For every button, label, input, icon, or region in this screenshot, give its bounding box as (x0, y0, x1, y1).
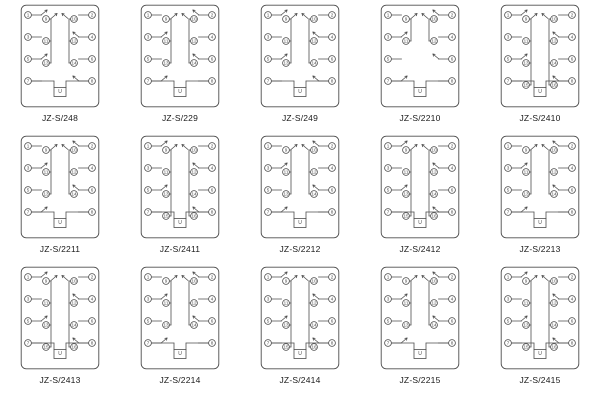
relay-wiring-diagram (260, 135, 340, 239)
svg-text:8: 8 (570, 78, 574, 84)
svg-text:4: 4 (330, 296, 334, 302)
svg-text:13: 13 (283, 191, 289, 197)
svg-text:5: 5 (386, 318, 390, 324)
svg-text:8: 8 (450, 340, 454, 346)
svg-text:3: 3 (146, 296, 150, 302)
diagram-cell (360, 135, 480, 266)
svg-text:U: U (418, 220, 422, 226)
svg-text:12: 12 (431, 300, 437, 306)
svg-text:10: 10 (71, 16, 77, 22)
svg-text:4: 4 (330, 165, 334, 171)
svg-text:11: 11 (163, 300, 169, 306)
svg-text:1: 1 (506, 143, 510, 149)
svg-text:7: 7 (386, 209, 390, 215)
svg-text:2: 2 (90, 274, 94, 280)
svg-text:5: 5 (506, 318, 510, 324)
svg-text:8: 8 (210, 209, 214, 215)
svg-text:7: 7 (266, 340, 270, 346)
svg-text:U: U (298, 220, 302, 226)
svg-text:14: 14 (431, 322, 437, 328)
svg-text:7: 7 (26, 78, 30, 84)
svg-text:12: 12 (71, 169, 77, 175)
svg-text:16: 16 (71, 344, 77, 350)
svg-text:9: 9 (44, 16, 48, 22)
diagram-caption: JZ-S/2410 (519, 113, 561, 123)
svg-text:15: 15 (43, 344, 49, 350)
diagram-caption: JZ-S/2212 (279, 244, 321, 254)
svg-text:4: 4 (210, 34, 214, 40)
svg-text:3: 3 (146, 165, 150, 171)
diagram-cell (0, 4, 120, 135)
svg-text:14: 14 (311, 191, 317, 197)
svg-text:1: 1 (266, 12, 270, 18)
svg-text:13: 13 (523, 191, 529, 197)
diagram-cell (120, 135, 240, 266)
diagram-cell (360, 4, 480, 135)
svg-text:2: 2 (450, 274, 454, 280)
svg-text:10: 10 (551, 278, 557, 284)
diagram-caption: JZ-S/2415 (519, 375, 561, 385)
svg-text:11: 11 (283, 169, 289, 175)
svg-text:5: 5 (26, 187, 30, 193)
svg-text:3: 3 (26, 165, 30, 171)
diagram-caption: JZ-S/2214 (159, 375, 201, 385)
svg-text:14: 14 (551, 60, 557, 66)
svg-text:5: 5 (266, 187, 270, 193)
svg-text:5: 5 (386, 56, 390, 62)
svg-text:11: 11 (283, 38, 289, 44)
diagram-cell (480, 4, 600, 135)
svg-text:6: 6 (90, 56, 94, 62)
svg-text:7: 7 (506, 78, 510, 84)
svg-text:2: 2 (330, 274, 334, 280)
svg-text:2: 2 (570, 274, 574, 280)
diagram-caption: JZ-S/2211 (39, 244, 81, 254)
svg-text:1: 1 (266, 274, 270, 280)
svg-text:U: U (58, 351, 62, 357)
svg-text:8: 8 (330, 209, 334, 215)
svg-text:6: 6 (450, 56, 454, 62)
svg-text:11: 11 (523, 169, 529, 175)
svg-text:8: 8 (210, 340, 214, 346)
diagram-caption: JZ-S/2412 (399, 244, 441, 254)
relay-wiring-diagram (20, 266, 100, 370)
svg-text:10: 10 (431, 16, 437, 22)
diagram-caption: JZ-S/229 (161, 113, 199, 123)
svg-text:9: 9 (524, 278, 528, 284)
svg-text:6: 6 (570, 56, 574, 62)
svg-text:2: 2 (90, 143, 94, 149)
svg-text:15: 15 (163, 213, 169, 219)
svg-text:9: 9 (164, 147, 168, 153)
diagram-cell (240, 4, 360, 135)
svg-text:11: 11 (403, 300, 409, 306)
svg-text:5: 5 (506, 187, 510, 193)
svg-text:4: 4 (570, 165, 574, 171)
svg-text:13: 13 (523, 60, 529, 66)
svg-text:4: 4 (450, 34, 454, 40)
svg-text:8: 8 (330, 78, 334, 84)
diagram-cell (120, 266, 240, 397)
svg-text:12: 12 (191, 169, 197, 175)
svg-text:5: 5 (266, 318, 270, 324)
svg-text:2: 2 (90, 12, 94, 18)
svg-text:8: 8 (570, 340, 574, 346)
svg-text:U: U (178, 351, 182, 357)
relay-wiring-diagram (380, 4, 460, 108)
svg-text:15: 15 (523, 344, 529, 350)
svg-text:11: 11 (163, 38, 169, 44)
relay-wiring-diagram (20, 4, 100, 108)
svg-text:U: U (178, 89, 182, 95)
svg-text:1: 1 (386, 143, 390, 149)
svg-text:U: U (538, 220, 542, 226)
svg-text:U: U (418, 351, 422, 357)
svg-text:8: 8 (450, 209, 454, 215)
svg-text:6: 6 (330, 56, 334, 62)
svg-text:14: 14 (431, 191, 437, 197)
svg-text:1: 1 (266, 143, 270, 149)
svg-text:3: 3 (386, 296, 390, 302)
svg-text:6: 6 (330, 187, 334, 193)
svg-text:13: 13 (403, 322, 409, 328)
svg-text:U: U (538, 89, 542, 95)
svg-text:5: 5 (146, 318, 150, 324)
svg-text:9: 9 (284, 147, 288, 153)
svg-text:1: 1 (26, 274, 30, 280)
svg-text:10: 10 (71, 147, 77, 153)
svg-text:U: U (58, 89, 62, 95)
diagram-caption: JZ-S/2215 (399, 375, 441, 385)
svg-text:6: 6 (210, 56, 214, 62)
svg-text:16: 16 (551, 344, 557, 350)
diagram-cell (0, 266, 120, 397)
svg-text:16: 16 (431, 213, 437, 219)
relay-wiring-diagram (140, 4, 220, 108)
svg-text:7: 7 (26, 209, 30, 215)
svg-text:6: 6 (570, 187, 574, 193)
svg-text:3: 3 (26, 34, 30, 40)
svg-text:12: 12 (551, 169, 557, 175)
svg-text:6: 6 (90, 187, 94, 193)
diagram-caption: JZ-S/2411 (159, 244, 201, 254)
svg-text:5: 5 (26, 56, 30, 62)
svg-text:8: 8 (90, 340, 94, 346)
svg-text:3: 3 (266, 165, 270, 171)
svg-text:13: 13 (163, 60, 169, 66)
svg-text:10: 10 (311, 278, 317, 284)
svg-text:2: 2 (210, 12, 214, 18)
svg-text:10: 10 (71, 278, 77, 284)
relay-wiring-diagram (380, 135, 460, 239)
svg-text:11: 11 (163, 169, 169, 175)
svg-text:11: 11 (523, 38, 529, 44)
diagram-cell (120, 4, 240, 135)
svg-text:5: 5 (386, 187, 390, 193)
svg-text:5: 5 (146, 56, 150, 62)
svg-text:10: 10 (431, 278, 437, 284)
svg-text:12: 12 (431, 38, 437, 44)
svg-text:2: 2 (210, 143, 214, 149)
relay-wiring-diagram (500, 4, 580, 108)
diagram-caption: JZ-S/248 (41, 113, 79, 123)
svg-text:7: 7 (26, 340, 30, 346)
svg-text:2: 2 (330, 143, 334, 149)
svg-text:7: 7 (506, 209, 510, 215)
svg-text:9: 9 (164, 16, 168, 22)
svg-text:13: 13 (163, 191, 169, 197)
svg-text:3: 3 (506, 34, 510, 40)
svg-text:13: 13 (163, 322, 169, 328)
svg-text:10: 10 (551, 16, 557, 22)
svg-text:3: 3 (506, 165, 510, 171)
svg-text:12: 12 (71, 38, 77, 44)
svg-text:1: 1 (146, 12, 150, 18)
svg-text:6: 6 (450, 318, 454, 324)
svg-text:10: 10 (431, 147, 437, 153)
svg-text:13: 13 (283, 60, 289, 66)
svg-text:4: 4 (90, 165, 94, 171)
svg-text:9: 9 (284, 278, 288, 284)
svg-text:1: 1 (386, 12, 390, 18)
svg-text:3: 3 (146, 34, 150, 40)
svg-text:9: 9 (44, 278, 48, 284)
svg-text:4: 4 (450, 296, 454, 302)
svg-text:12: 12 (191, 38, 197, 44)
svg-text:8: 8 (210, 78, 214, 84)
svg-text:2: 2 (330, 12, 334, 18)
svg-text:U: U (298, 89, 302, 95)
svg-text:9: 9 (404, 16, 408, 22)
svg-text:10: 10 (191, 147, 197, 153)
svg-text:U: U (418, 89, 422, 95)
svg-text:6: 6 (570, 318, 574, 324)
svg-text:12: 12 (311, 169, 317, 175)
svg-text:7: 7 (386, 340, 390, 346)
svg-text:4: 4 (330, 34, 334, 40)
svg-text:16: 16 (551, 82, 557, 88)
svg-text:U: U (58, 220, 62, 226)
svg-text:6: 6 (450, 187, 454, 193)
svg-text:11: 11 (283, 300, 289, 306)
svg-text:5: 5 (506, 56, 510, 62)
svg-text:6: 6 (210, 318, 214, 324)
svg-text:10: 10 (551, 147, 557, 153)
svg-text:2: 2 (570, 12, 574, 18)
relay-wiring-diagram (140, 135, 220, 239)
svg-text:U: U (538, 351, 542, 357)
svg-text:7: 7 (146, 78, 150, 84)
svg-text:2: 2 (570, 143, 574, 149)
svg-text:4: 4 (210, 296, 214, 302)
svg-text:5: 5 (26, 318, 30, 324)
diagram-cell (240, 135, 360, 266)
svg-text:3: 3 (386, 34, 390, 40)
svg-text:12: 12 (551, 300, 557, 306)
svg-text:8: 8 (90, 78, 94, 84)
svg-text:9: 9 (284, 16, 288, 22)
svg-text:12: 12 (431, 169, 437, 175)
diagram-cell (0, 135, 120, 266)
svg-text:13: 13 (43, 60, 49, 66)
svg-text:7: 7 (146, 209, 150, 215)
diagram-caption: JZ-S/2414 (279, 375, 321, 385)
svg-text:4: 4 (90, 34, 94, 40)
relay-wiring-diagram (500, 266, 580, 370)
svg-text:6: 6 (90, 318, 94, 324)
svg-text:11: 11 (43, 38, 49, 44)
svg-text:1: 1 (146, 143, 150, 149)
svg-text:11: 11 (523, 300, 529, 306)
svg-text:9: 9 (164, 278, 168, 284)
svg-text:4: 4 (210, 165, 214, 171)
svg-text:U: U (178, 220, 182, 226)
svg-text:13: 13 (403, 191, 409, 197)
svg-text:8: 8 (90, 209, 94, 215)
svg-text:1: 1 (26, 12, 30, 18)
svg-text:1: 1 (146, 274, 150, 280)
relay-wiring-diagram (20, 135, 100, 239)
svg-text:5: 5 (266, 56, 270, 62)
svg-text:14: 14 (551, 191, 557, 197)
svg-text:7: 7 (146, 340, 150, 346)
svg-text:4: 4 (570, 34, 574, 40)
svg-text:7: 7 (266, 209, 270, 215)
svg-text:14: 14 (311, 322, 317, 328)
svg-text:7: 7 (266, 78, 270, 84)
svg-text:14: 14 (311, 60, 317, 66)
svg-text:11: 11 (403, 38, 409, 44)
svg-text:13: 13 (523, 322, 529, 328)
relay-wiring-diagram (140, 266, 220, 370)
svg-text:9: 9 (524, 16, 528, 22)
svg-text:16: 16 (191, 213, 197, 219)
svg-text:9: 9 (404, 147, 408, 153)
svg-text:7: 7 (386, 78, 390, 84)
relay-wiring-diagram (260, 4, 340, 108)
svg-text:2: 2 (450, 143, 454, 149)
svg-text:2: 2 (210, 274, 214, 280)
svg-text:U: U (298, 351, 302, 357)
svg-text:16: 16 (311, 344, 317, 350)
diagram-cell (480, 135, 600, 266)
svg-text:8: 8 (570, 209, 574, 215)
svg-text:3: 3 (26, 296, 30, 302)
svg-text:3: 3 (506, 296, 510, 302)
diagram-caption: JZ-S/2213 (519, 244, 561, 254)
svg-text:14: 14 (191, 60, 197, 66)
svg-text:14: 14 (71, 60, 77, 66)
svg-text:4: 4 (450, 165, 454, 171)
svg-text:5: 5 (146, 187, 150, 193)
svg-text:11: 11 (403, 169, 409, 175)
svg-text:13: 13 (43, 322, 49, 328)
relay-wiring-diagram (500, 135, 580, 239)
diagram-cell (360, 266, 480, 397)
svg-text:12: 12 (551, 38, 557, 44)
diagram-cell (480, 266, 600, 397)
svg-text:14: 14 (71, 191, 77, 197)
svg-text:3: 3 (266, 296, 270, 302)
diagram-caption: JZ-S/2210 (399, 113, 441, 123)
relay-wiring-diagram (260, 266, 340, 370)
svg-text:6: 6 (210, 187, 214, 193)
svg-text:10: 10 (311, 147, 317, 153)
svg-text:12: 12 (311, 38, 317, 44)
svg-text:1: 1 (386, 274, 390, 280)
svg-text:14: 14 (551, 322, 557, 328)
svg-text:12: 12 (71, 300, 77, 306)
svg-text:15: 15 (283, 344, 289, 350)
svg-text:1: 1 (26, 143, 30, 149)
svg-text:10: 10 (311, 16, 317, 22)
svg-text:4: 4 (570, 296, 574, 302)
svg-text:2: 2 (450, 12, 454, 18)
svg-text:8: 8 (450, 78, 454, 84)
svg-text:6: 6 (330, 318, 334, 324)
svg-text:13: 13 (43, 191, 49, 197)
diagram-caption: JZ-S/2413 (39, 375, 81, 385)
svg-text:14: 14 (191, 322, 197, 328)
svg-text:4: 4 (90, 296, 94, 302)
svg-text:9: 9 (524, 147, 528, 153)
svg-text:12: 12 (311, 300, 317, 306)
svg-text:8: 8 (330, 340, 334, 346)
svg-text:3: 3 (266, 34, 270, 40)
svg-text:10: 10 (191, 278, 197, 284)
relay-wiring-diagram (380, 266, 460, 370)
svg-text:9: 9 (44, 147, 48, 153)
svg-text:10: 10 (191, 16, 197, 22)
svg-text:15: 15 (403, 213, 409, 219)
svg-text:11: 11 (43, 300, 49, 306)
svg-text:14: 14 (191, 191, 197, 197)
svg-text:3: 3 (386, 165, 390, 171)
svg-text:15: 15 (523, 82, 529, 88)
svg-text:1: 1 (506, 274, 510, 280)
svg-text:1: 1 (506, 12, 510, 18)
diagram-caption: JZ-S/249 (281, 113, 319, 123)
svg-text:9: 9 (404, 278, 408, 284)
diagram-cell (240, 266, 360, 397)
svg-text:14: 14 (71, 322, 77, 328)
svg-text:11: 11 (43, 169, 49, 175)
svg-text:7: 7 (506, 340, 510, 346)
svg-text:13: 13 (283, 322, 289, 328)
svg-text:12: 12 (191, 300, 197, 306)
